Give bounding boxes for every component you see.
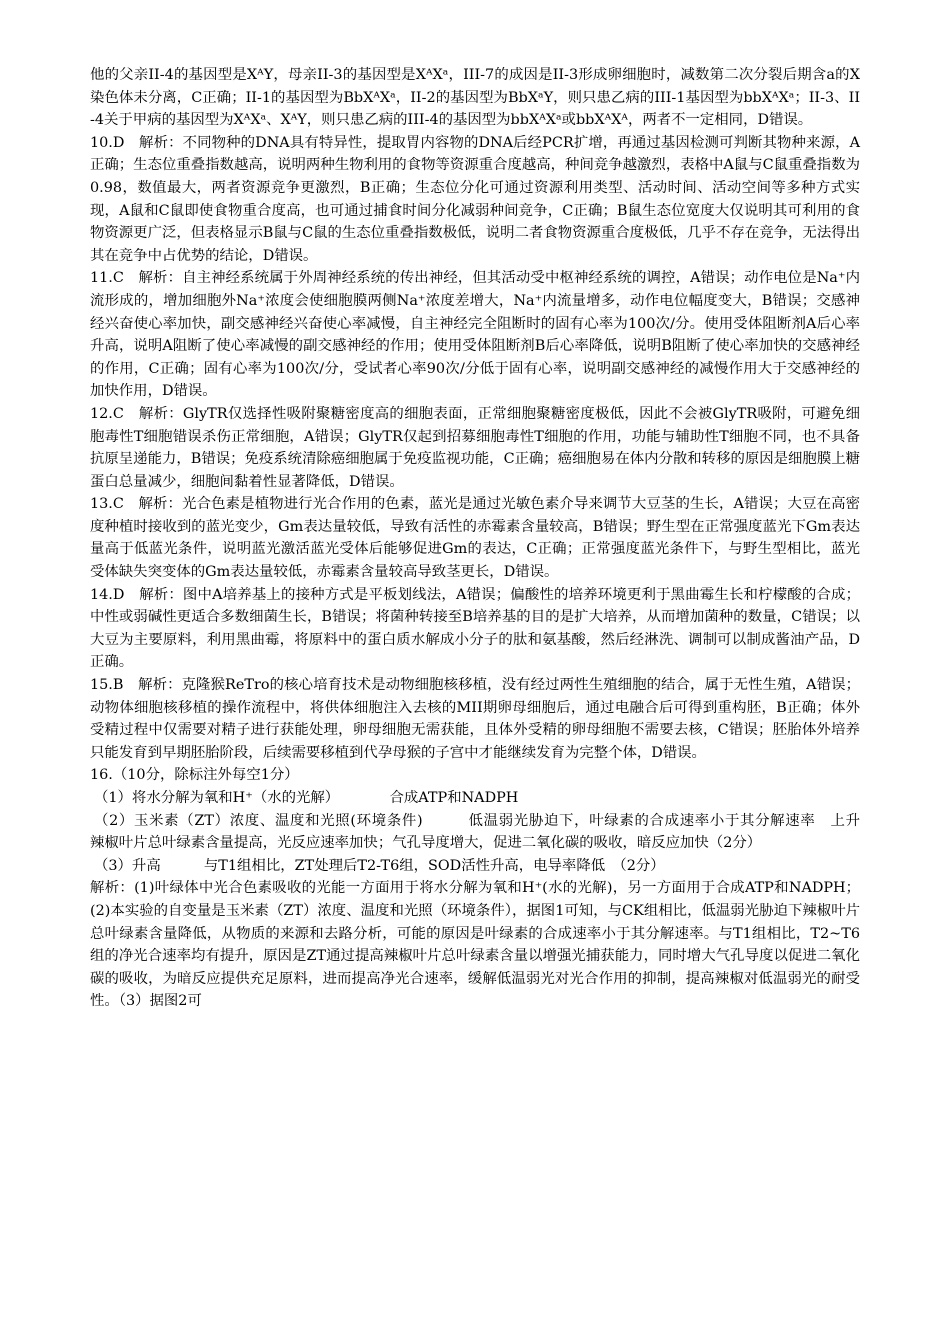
paragraph-q11: 11.C 解析：自主神经系统属于外周神经系统的传出神经，但其活动受中枢神经系统的调控，A错误；动作电位是Na⁺内流形成的，增加细胞外Na⁺浓度会使细胞膜两侧Na⁺浓度差增大，Na⁺内流量增多，动作电位幅度变大，B错误；交感神经兴奋使心率加快，副交感神经兴奋使心率减慢，自主神经完全阻断时的固有心率为100次/分。使用受体阻断剂A后心率升高，说明A阻断了使心率减慢的副交感神经的作用；使用受体阻断剂B后心率降低，说明B阻断了使心率加快的交感神经的作用，C正确；固有心率为100次/分，受试者心率90次/分低于固有心率，说明副交感神经的减慢作用大于交感神经的加快作用，D错误。 xyxy=(90,270,860,400)
paragraph-q15: 15.B 解析：克隆猴ReTro的核心培育技术是动物细胞核移植，没有经过两性生殖细胞的结合，属于无性生殖，A错误；动物体细胞核移植的操作流程中，将供体细胞注入去核的MII期卵母细胞后，通过电融合后可得到重构胚，B正确；体外受精过程中仅需要对精子进行获能处理，卵母细胞无需获能，且体外受精的卵母细胞不需要去核，C错误；胚胎体外培养只能发育到早期胚胎阶段，后续需要移植到代孕母猴的子宫中才能继续发育为完整个体，D错误。 xyxy=(90,677,860,761)
paragraph-q16-heading: 16.（10分，除标注外每空1分） xyxy=(90,767,299,784)
paragraph-q16-part1: （1）将水分解为氧和H⁺（水的光解） 合成ATP和NADPH xyxy=(94,790,519,806)
paragraph-q16-part2: （2）玉米素（ZT）浓度、温度和光照(环境条件) 低温弱光胁迫下，叶绿素的合成速率小于其分解速率 上升 辣椒叶片总叶绿素含量提高，光反应速率加快；气孔导度增大，促进二氧化碳的吸收，暗反应加快（2分） xyxy=(90,812,889,852)
paragraph-q13: 13.C 解析：光合色素是植物进行光合作用的色素，蓝光是通过光敏色素介导来调节大豆茎的生长，A错误；大豆在高密度种植时接收到的蓝光变少，Gm表达量较低，导致有活性的赤霉素含量较高，B错误；野生型在正常强度蓝光下Gm表达量高于低蓝光条件，说明蓝光激活蓝光受体后能够促进Gm的表达，C正确；正常强度蓝光条件下，与野生型相比，蓝光受体缺失突变体的Gm表达量较低，赤霉素含量较高导致茎更长，D错误。 xyxy=(90,496,860,581)
paragraph-q9-continued: 他的父亲II-4的基因型是XᴬY，母亲II-3的基因型是XᴬXᵃ，III-7的成因是II-3形成卵细胞时，减数第二次分裂后期含a的X染色体未分离，C正确；II-1的基因型为BbXᴬXᵃ，II-2的基因型为BbXᵃY，则只患乙病的III-1基因型为bbXᴬXᵃ；II-3、II-4关于甲病的基因型为XᴬXᵃ、XᴬY，则只患乙病的III-4的基因型为bbXᴬXᵃ或bbXᴬXᴬ，两者不一定相同，D错误。 xyxy=(90,67,860,129)
answer-document xyxy=(90,64,889,1013)
paragraph-q10: 10.D 解析：不同物种的DNA具有特异性，提取胃内容物的DNA后经PCR扩增，再通过基因检测可判断其物种来源，A正确；生态位重叠指数越高，说明两种生物利用的食物等资源重合度越高，种间竞争越激烈，表格中A鼠与C鼠重叠指数为0.98，数值最大，两者资源竞争更激烈，B正确；生态位分化可通过资源利用类型、活动时间、活动空间等多种方式实现，A鼠和C鼠即使食物重合度高，也可通过捕食时间分化减弱种间竞争，C正确；B鼠生态位宽度大仅说明其可利用的食物资源更广泛，但表格显示B鼠与C鼠的生态位重叠指数极低，说明二者食物资源重合度极低，几乎不存在竞争，无法得出其在竞争中占优势的结论，D错误。 xyxy=(90,134,860,264)
paragraph-q16-part3: （3）升高 与T1组相比，ZT处理后T2-T6组，SOD活性升高，电导率降低 （2分） xyxy=(94,857,665,874)
paragraph-q16-explanation: 解析：(1)叶绿体中光合色素吸收的光能一方面用于将水分解为氧和H⁺(水的光解)，另一方面用于合成ATP和NADPH；(2)本实验的自变量是玉米素（ZT）浓度、温度和光照（环境条件），据图1可知，与CK组相比，低温弱光胁迫下辣椒叶片总叶绿素含量降低，从物质的来源和去路分析，可能的原因是叶绿素的合成速率小于其分解速率。与T1组相比，T2~T6组的净光合速率均有提升，原因是ZT通过提高辣椒叶片总叶绿素含量以增强光捕获能力，同时增大气孔导度以促进二氧化碳的吸收，为暗反应提供充足原料，进而提高净光合速率，缓解低温弱光对光合作用的抑制，提高辣椒对低温弱光的耐受性。（3）据图2可 xyxy=(90,880,860,1010)
paragraph-q14: 14.D 解析：图中A培养基上的接种方式是平板划线法，A错误；偏酸性的培养环境更利于黑曲霉生长和柠檬酸的合成；中性或弱碱性更适合多数细菌生长，B错误；将菌种转接至B培养基的目的是扩大培养，从而增加菌种的数量，C错误；以大豆为主要原料，利用黑曲霉，将原料中的蛋白质水解成小分子的肽和氨基酸，然后经淋洗、调制可以制成酱油产品，D正确。 xyxy=(90,586,860,671)
paragraph-q12: 12.C 解析：GlyTR仅选择性吸附聚糖密度高的细胞表面，正常细胞聚糖密度极低，因此不会被GlyTR吸附，可避免细胞毒性T细胞错误杀伤正常细胞，A错误；GlyTR仅起到招募细胞毒性T细胞的作用，功能与辅助性T细胞不同，也不具备抗原呈递能力，B错误；免疫系统清除癌细胞属于免疫监视功能，C正确；癌细胞易在体内分散和转移的原因是细胞膜上糖蛋白总量减少，细胞间黏着性显著降低，D错误。 xyxy=(90,405,860,490)
